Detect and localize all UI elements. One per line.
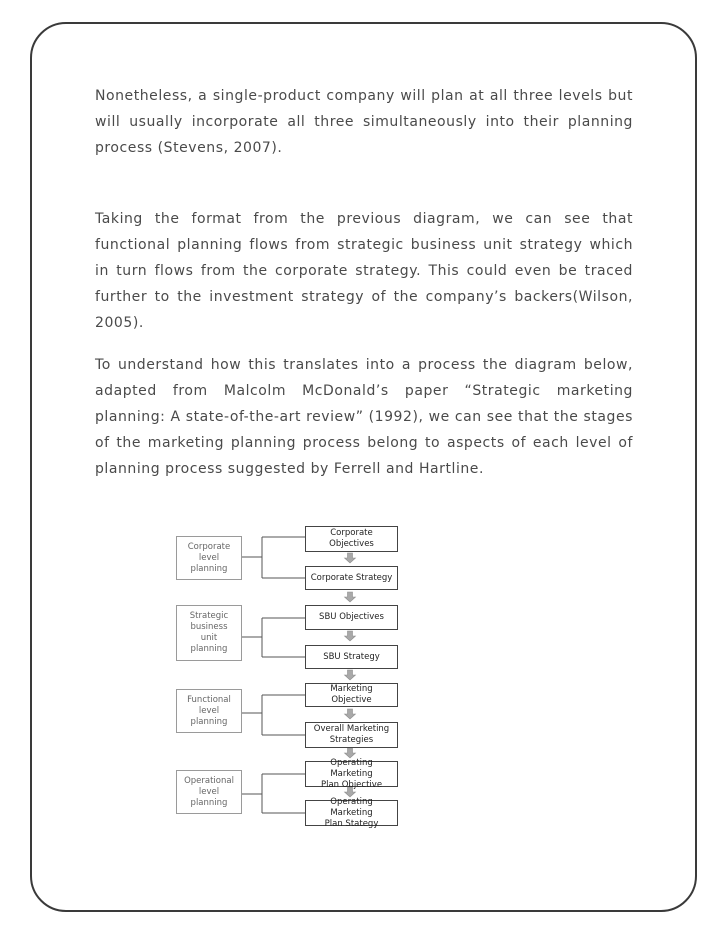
level-corporate: Corporate level planning — [176, 536, 242, 580]
paragraph-1: Nonetheless, a single-product company will plan at all three levels but will usually incorporate all three simultaneously into their planning process (Stevens, 2007). — [95, 88, 633, 156]
down-arrow-icon — [345, 631, 356, 641]
down-arrow-icon — [345, 748, 356, 758]
connector-sbu — [242, 618, 305, 657]
down-arrow-icon — [345, 553, 356, 563]
level-functional: Functional level planning — [176, 689, 242, 733]
stage-corporate-strategy: Corporate Strategy — [305, 566, 398, 590]
down-arrow-icon — [345, 592, 356, 602]
stage-operating-plan-objective: Operating Marketing Plan Objective — [305, 761, 398, 787]
connector-corporate — [242, 537, 305, 578]
down-arrow-icon — [345, 709, 356, 719]
stage-corporate-objectives: Corporate Objectives — [305, 526, 398, 552]
stage-marketing-objective: Marketing Objective — [305, 683, 398, 707]
level-operational: Operational level planning — [176, 770, 242, 814]
stage-sbu-strategy: SBU Strategy — [305, 645, 398, 669]
level-sbu: Strategic business unit planning — [176, 605, 242, 661]
paragraph-2: Taking the format from the previous diagram, we can see that functional planning flows from strategic business unit strategy which in turn flows from the corporate strategy. This could even be traced further to the investment strategy of the company’s backers(Wilson, 2005). — [95, 211, 633, 331]
connector-operational — [242, 774, 305, 813]
connector-functional — [242, 695, 305, 735]
stage-operating-plan-strategy: Operating Marketing Plan Stategy — [305, 800, 398, 826]
down-arrow-icon — [345, 670, 356, 680]
stage-overall-marketing-strategies: Overall Marketing Strategies — [305, 722, 398, 748]
stage-sbu-objectives: SBU Objectives — [305, 605, 398, 630]
paragraph-3: To understand how this translates into a process the diagram below, adapted from Malcolm McDonald’s paper “Strategic marketing planning: A state-of-the-art review” (1992), we can see that the stages of the marketing planning process belong to aspects of each level of planning process suggested by Ferrell and Hartline. — [95, 357, 633, 477]
